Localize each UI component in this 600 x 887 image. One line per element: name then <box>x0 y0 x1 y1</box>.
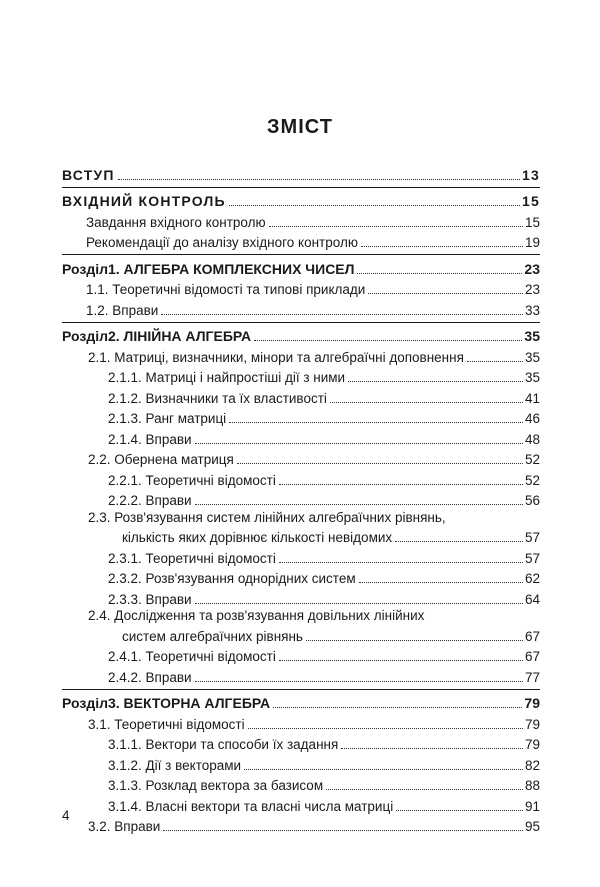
toc-entry <box>62 711 540 732</box>
toc-entry-page: 56 <box>524 493 540 508</box>
toc-entry-text: ВСТУП <box>62 166 115 183</box>
toc-entry <box>62 525 540 546</box>
toc-entry-text: 3.1.2. Дії з векторами <box>108 757 242 773</box>
toc-entry-page: 88 <box>524 778 540 793</box>
toc-entry <box>62 365 540 386</box>
dot-leader <box>237 463 523 464</box>
dot-leader <box>359 582 523 583</box>
toc-entry-text: 3.1.1. Вектори та способи їх задання <box>108 737 339 752</box>
toc-entry-page: 19 <box>524 235 540 250</box>
toc-entry <box>62 426 540 447</box>
toc-entry-page: 57 <box>524 550 540 566</box>
dot-leader <box>396 810 523 811</box>
dot-leader <box>254 340 522 341</box>
toc-entry-chapter-1 <box>62 254 540 277</box>
toc-entry <box>62 545 540 566</box>
toc-entry-page: 57 <box>524 530 540 545</box>
dot-leader <box>368 293 523 294</box>
toc-entry <box>62 277 540 298</box>
toc-entry-text: 2.1.1. Матриці і найпростіші дії з ними <box>108 370 346 385</box>
toc-entry-text: 2.2.1. Теоретичні відомості <box>108 472 276 488</box>
dot-leader <box>279 660 523 661</box>
toc-entry-text: 1.2. Вправи <box>86 302 159 318</box>
toc-entry-text: Розділ2. ЛІНІЙНА АЛГЕБРА <box>62 328 252 344</box>
toc-entry <box>62 664 540 685</box>
toc-entry <box>62 344 540 365</box>
toc-entry-text: систем алгебраїчних рівнянь <box>122 628 303 644</box>
dot-leader <box>195 504 523 505</box>
toc-entry <box>62 644 540 665</box>
toc-entry-page: 23 <box>524 260 540 277</box>
toc-entry-text: 2.4.1. Теоретичні відомості <box>108 649 276 664</box>
toc-entry-page: 35 <box>524 349 540 365</box>
toc-entry-page: 79 <box>524 695 540 711</box>
dot-leader <box>279 484 523 485</box>
toc-entry-text: Розділ3. ВЕКТОРНА АЛГЕБРА <box>62 695 271 711</box>
dot-leader <box>163 830 523 831</box>
toc-entry <box>62 385 540 406</box>
page-title: ЗМІСТ <box>267 116 333 138</box>
dot-leader <box>357 273 522 274</box>
toc-entry <box>62 773 540 794</box>
toc-entry-chapter-2 <box>62 322 540 345</box>
toc-entry <box>62 447 540 468</box>
dot-leader <box>467 361 523 362</box>
toc-entry-page: 33 <box>524 302 540 318</box>
toc-entry <box>62 793 540 814</box>
toc-entry-text: 2.4. Дослідження та розв'язування довільних лінійних <box>88 608 425 623</box>
toc-entry-page: 48 <box>524 431 540 447</box>
toc-entry <box>62 209 540 230</box>
toc-entry <box>62 230 540 251</box>
dot-leader <box>330 402 523 403</box>
toc-entry-page: 15 <box>524 214 540 230</box>
toc-entry <box>62 607 540 624</box>
toc-entry-page: 79 <box>524 716 540 732</box>
toc-entry-text: Завдання вхідного контролю <box>86 214 266 230</box>
toc-entry-page: 95 <box>524 819 540 834</box>
dot-leader <box>244 769 523 770</box>
dot-leader <box>348 381 523 382</box>
toc-entry-text: кількість яких дорівнює кількості невідомих <box>122 530 393 545</box>
dot-leader <box>248 728 523 729</box>
dot-leader <box>195 443 523 444</box>
toc-entry-text: 3.1. Теоретичні відомості <box>88 716 245 732</box>
toc-entry <box>62 297 540 318</box>
toc-entry <box>62 732 540 753</box>
toc-entry-text: ВХІДНИЙ КОНТРОЛЬ <box>62 193 226 209</box>
toc-entry-page: 52 <box>524 452 540 467</box>
dot-leader <box>269 226 523 227</box>
dot-leader <box>195 603 523 604</box>
toc-entry-text: 2.1.2. Визначники та їх властивості <box>108 390 327 406</box>
dot-leader <box>341 748 523 749</box>
toc-entry-page: 52 <box>524 472 540 488</box>
toc-entry-page: 64 <box>524 591 540 607</box>
toc-entry-text: 2.1. Матриці, визначники, мінори та алгебраїчні доповнення <box>88 349 464 365</box>
toc-entry-page: 67 <box>524 628 540 644</box>
dot-leader <box>395 541 523 542</box>
toc-entry-page: 13 <box>522 166 540 183</box>
toc-entry <box>62 566 540 587</box>
toc-entry-text: 3.1.3. Розклад вектора за базисом <box>108 778 324 793</box>
dot-leader <box>361 246 523 247</box>
toc-entry-page: 79 <box>524 737 540 752</box>
toc-entry-text: 2.2. Обернена матриця <box>88 452 234 467</box>
toc-entry-text: 2.1.4. Вправи <box>108 431 192 447</box>
toc-entry-page: 35 <box>524 328 540 344</box>
toc-entry-text: 2.3.3. Вправи <box>108 591 192 607</box>
dot-leader <box>229 422 523 423</box>
toc-entry-text: 2.3.2. Розв'язування однорідних систем <box>108 571 356 586</box>
toc-entry <box>62 488 540 509</box>
toc-entry <box>62 814 540 835</box>
page-number: 4 <box>62 808 70 823</box>
dot-leader <box>195 681 523 682</box>
toc-entry <box>62 406 540 427</box>
toc-entry-page: 62 <box>524 571 540 586</box>
toc-entry-input-control <box>62 187 540 210</box>
toc-entry-text: 2.2.2. Вправи <box>108 493 192 508</box>
toc-entry-text: 1.1. Теоретичні відомості та типові приклади <box>86 282 366 297</box>
dot-leader <box>279 562 523 563</box>
toc-entry-text: 2.4.2. Вправи <box>108 669 192 685</box>
toc-entry-page: 35 <box>524 370 540 385</box>
toc-entry-text: 3.2. Вправи <box>88 819 161 834</box>
toc-entry-page: 46 <box>524 411 540 426</box>
dot-leader <box>273 707 522 708</box>
toc-entry-page: 41 <box>524 390 540 406</box>
toc-entry-intro <box>62 162 540 183</box>
toc-entry-text: 3.1.4. Власні вектори та власні числа матриці <box>108 798 394 814</box>
toc-entry-chapter-3 <box>62 689 540 712</box>
toc-entry <box>62 586 540 607</box>
toc-entry-text: 2.3. Розв'язування систем лінійних алгебраїчних рівнянь, <box>88 509 446 525</box>
toc-entry <box>62 508 540 525</box>
toc-entry-page: 23 <box>524 282 540 297</box>
toc-entry-text: Розділ1. АЛГЕБРА КОМПЛЕКСНИХ ЧИСЕЛ <box>62 260 355 277</box>
toc-entry-page: 67 <box>524 649 540 664</box>
dot-leader <box>118 179 520 180</box>
dot-leader <box>306 640 523 641</box>
toc-entry-text: 2.1.3. Ранг матриці <box>108 411 227 426</box>
toc-entry <box>62 752 540 773</box>
toc-entry-page: 91 <box>524 798 540 814</box>
table-of-contents <box>62 162 540 834</box>
toc-entry-text: Рекомендації до аналізу вхідного контролю <box>86 235 358 250</box>
dot-leader <box>326 789 523 790</box>
toc-entry <box>62 623 540 644</box>
toc-entry-page: 82 <box>524 757 540 773</box>
toc-entry <box>62 467 540 488</box>
dot-leader <box>229 205 520 206</box>
toc-entry-page: 15 <box>522 193 540 209</box>
dot-leader <box>161 314 523 315</box>
toc-entry-page: 77 <box>524 669 540 685</box>
toc-entry-text: 2.3.1. Теоретичні відомості <box>108 550 276 566</box>
